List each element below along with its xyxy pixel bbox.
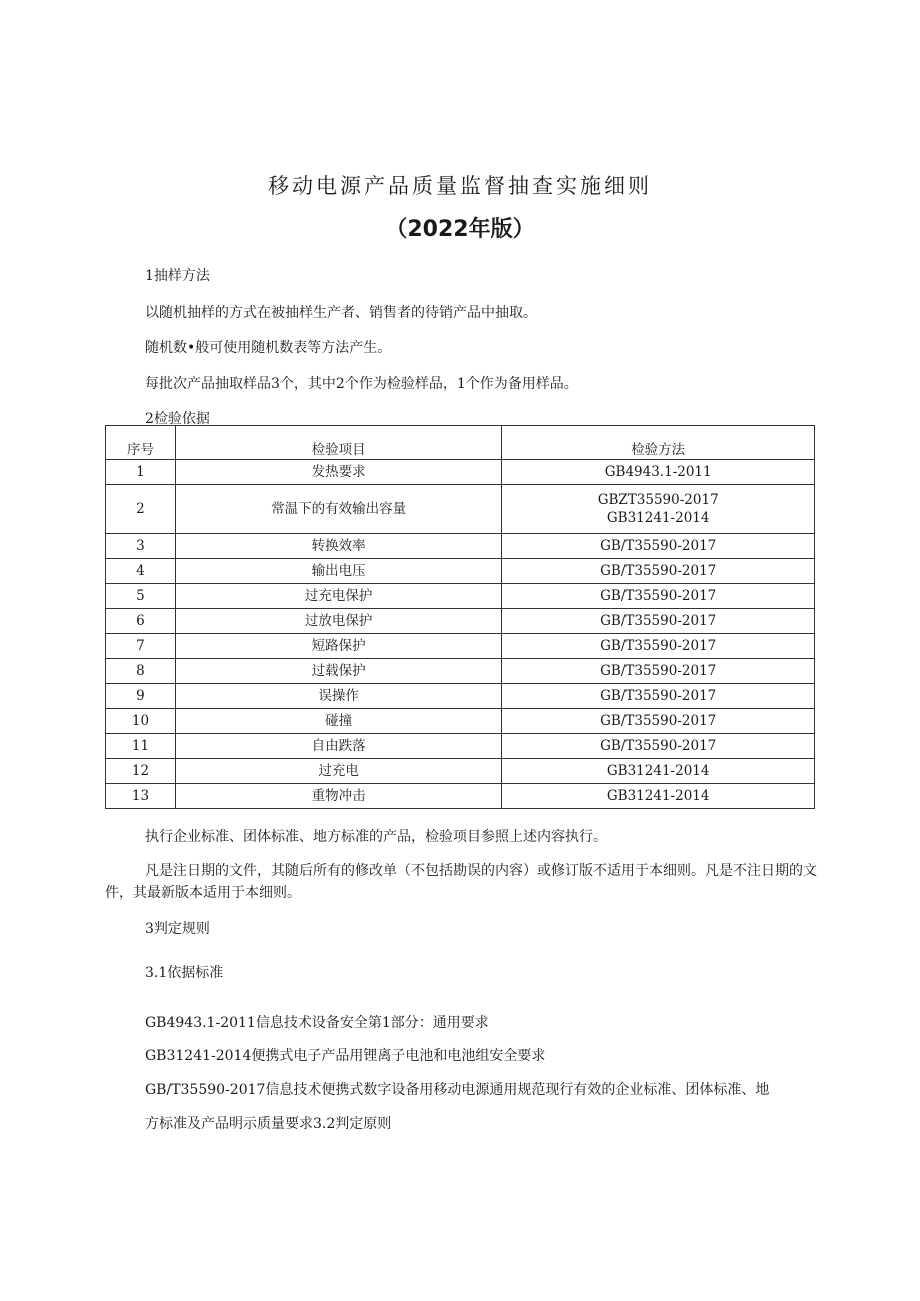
cell-item: 过放电保护 [175,609,501,634]
paragraph: 执行企业标准、团体标准、地方标准的产品，检验项目参照上述内容执行。 [145,829,607,845]
cell-item: 误操作 [175,684,501,709]
section-heading-rules: 3判定规则 [145,921,210,937]
cell-item: 过充电保护 [175,584,501,609]
cell-item: 自由跌落 [175,734,501,759]
method-standard: GB31241-2014 [606,788,710,804]
cell-no: 1 [106,460,176,485]
table-row [106,460,815,485]
method-standard: GB31241-2014 [606,763,710,779]
cell-no: 6 [106,609,176,634]
method-standard: GB4943.1-2011 [604,464,712,480]
method-standard: GB/T35590-2017 [600,613,717,629]
cell-no: 13 [106,784,176,809]
standard-item-continued: 方标准及产品明示质量要求3.2判定原则 [145,1116,392,1132]
method-standard: GB/T35590-2017 [600,538,717,554]
cell-no: 12 [106,759,176,784]
standard-item: GB31241-2014便携式电子产品用锂离子电池和电池组安全要求 [145,1048,546,1064]
table-row [106,784,815,809]
paragraph-dated-documents: 凡是注日期的文件，其随后所有的修改单（不包括勘误的内容）或修订版不适用于本细则。凡是不注日期的文件，其最新版本适用于本细则。 [105,863,817,901]
cell-method [502,584,815,609]
cell-item: 发热要求 [175,460,501,485]
cell-no: 7 [106,634,176,659]
cell-method [502,634,815,659]
cell-item: 过载保护 [175,659,501,684]
table-row [106,634,815,659]
cell-item: 过充电 [175,759,501,784]
method-standard: GB31241-2014 [606,510,710,526]
cell-item: 碰撞 [175,709,501,734]
paragraph: 随机数•般可使用随机数表等方法产生。 [145,340,392,356]
method-standard: GB/T35590-2017 [600,688,717,704]
cell-item: 输出电压 [175,559,501,584]
cell-method [502,460,815,485]
table-row [106,659,815,684]
table-header-row [106,426,815,460]
cell-item: 重物冲击 [175,784,501,809]
method-standard: GB/T35590-2017 [600,713,717,729]
standard-item: GB/T35590-2017信息技术便携式数字设备用移动电源通用规范现行有效的企业标准、团体标准、地 [145,1082,770,1098]
section-heading-sampling: 1抽样方法 [145,268,210,284]
cell-method [502,759,815,784]
paragraph: 每批次产品抽取样品3个，其中2个作为检验样品，1个作为备用样品。 [145,376,578,392]
method-standard: GBZT35590-2017 [597,492,719,508]
section-heading-basis: 2检验依据 [145,411,210,427]
table-row [106,559,815,584]
inspection-table [105,425,815,809]
cell-no: 11 [106,734,176,759]
cell-no: 4 [106,559,176,584]
cell-no: 10 [106,709,176,734]
document-subtitle: （2022年版） [385,217,535,242]
table-row [106,759,815,784]
section-heading-standards: 3.1依据标准 [145,965,224,981]
header-method: 检验方法 [502,426,815,460]
cell-item: 转换效率 [175,534,501,559]
cell-method [502,485,815,534]
cell-no: 2 [106,485,176,534]
cell-method [502,609,815,634]
document-title: 移动电源产品质量监督抽查实施细则 [268,174,652,198]
cell-no: 9 [106,684,176,709]
cell-item: 常温下的有效输出容量 [175,485,501,534]
standard-item: GB4943.1-2011信息技术设备安全第1部分：通用要求 [145,1015,489,1031]
table-row [106,609,815,634]
paragraph: 以随机抽样的方式在被抽样生产者、销售者的待销产品中抽取。 [145,305,537,321]
method-standard: GB/T35590-2017 [600,738,717,754]
cell-no: 8 [106,659,176,684]
method-standard: GB/T35590-2017 [600,563,717,579]
table-row [106,534,815,559]
table-row [106,485,815,534]
cell-item: 短路保护 [175,634,501,659]
cell-method [502,709,815,734]
header-item: 检验项目 [175,426,501,460]
method-standard: GB/T35590-2017 [600,588,717,604]
method-standard: GB/T35590-2017 [600,663,717,679]
table-row [106,684,815,709]
cell-method [502,784,815,809]
cell-no: 3 [106,534,176,559]
cell-method [502,534,815,559]
cell-no: 5 [106,584,176,609]
table-row [106,734,815,759]
cell-method [502,559,815,584]
table-row [106,584,815,609]
cell-method [502,684,815,709]
cell-method [502,659,815,684]
table-row [106,709,815,734]
header-no: 序号 [106,426,176,460]
cell-method [502,734,815,759]
method-standard: GB/T35590-2017 [600,638,717,654]
